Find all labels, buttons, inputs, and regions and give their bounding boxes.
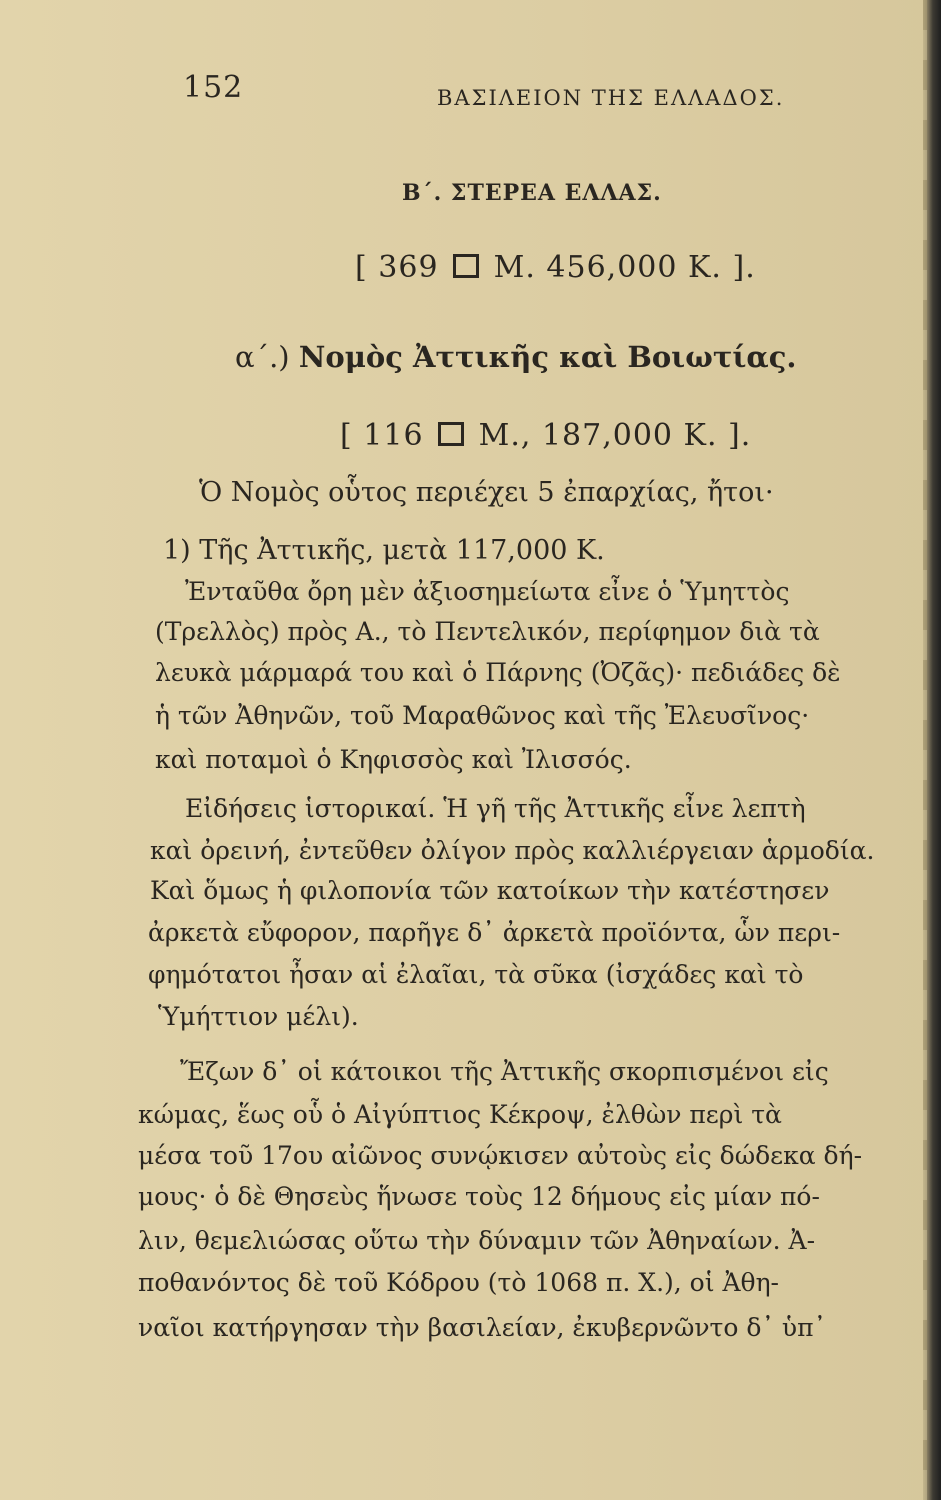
body-line: 1) Τῆς Ἀττικῆς, μετὰ 117,000 Κ.: [163, 535, 605, 566]
body-line: καὶ ποταμοὶ ὁ Κηφισσὸς καὶ Ἰλισσός.: [155, 745, 632, 774]
body-line: Ὑμήττιον μέλι).: [158, 1002, 359, 1031]
body-line: Ὁ Νομὸς οὗτος περιέχει 5 ἐπαρχίας, ἤτοι·: [199, 477, 774, 508]
body-line: (Τρελλὸς) πρὸς Α., τὸ Πεντελικόν, περίφημον διὰ τὰ: [155, 617, 820, 646]
bracket-open: [: [340, 418, 353, 453]
area-value: 369: [378, 250, 439, 285]
body-line: λιν, θεμελιώσας οὕτω τὴν δύναμιν τῶν Ἀθηναίων. Ἀ-: [138, 1226, 816, 1255]
page-number: 152: [183, 70, 244, 105]
subsection-name: Νομὸς Ἀττικῆς καὶ Βοιωτίας.: [298, 340, 797, 374]
body-line: κώμας, ἕως οὗ ὁ Αἰγύπτιος Κέκροψ, ἐλθὼν περὶ τὰ: [138, 1100, 782, 1129]
area-value: 116: [363, 418, 424, 453]
body-line: ποθανόντος δὲ τοῦ Κόδρου (τὸ 1068 π. Χ.), οἱ Ἀθη-: [138, 1268, 780, 1297]
body-line: μέσα τοῦ 17ου αἰῶνος συνῴκισεν αὐτοὺς εἰς δώδεκα δή-: [138, 1141, 863, 1170]
square-icon: [438, 422, 464, 446]
subsection-stats: [340, 418, 751, 453]
subsection-prefix: α΄.): [235, 340, 290, 374]
square-icon: [453, 254, 479, 278]
stats-rest: Μ. 456,000 Κ.: [493, 250, 722, 285]
running-head: ΒΑΣΙΛΕΙΟΝ ΤΗΣ ΕΛΛΑΔΟΣ.: [437, 86, 785, 110]
body-line: λευκὰ μάρμαρά του καὶ ὁ Πάρνης (Ὀζᾶς)· πεδιάδες δὲ: [155, 658, 841, 687]
body-line: μους· ὁ δὲ Θησεὺς ἥνωσε τοὺς 12 δήμους εἰς μίαν πό-: [138, 1182, 820, 1211]
body-line: ἡ τῶν Ἀθηνῶν, τοῦ Μαραθῶνος καὶ τῆς Ἐλευσῖνος·: [155, 701, 810, 730]
body-line: ἀρκετὰ εὔφορον, παρῆγε δ᾿ ἀρκετὰ προϊόντα, ὧν περι-: [148, 918, 841, 947]
body-line: καὶ ὀρεινή, ἐντεῦθεν ὀλίγον πρὸς καλλιέργειαν ἁρμοδία.: [150, 836, 875, 865]
body-line: ναῖοι κατήργησαν τὴν βασιλείαν, ἐκυβερνῶντο δ᾿ ὑπ᾿: [138, 1313, 827, 1342]
body-line: Ἐνταῦθα ὄρη μὲν ἀξιοσημείωτα εἶνε ὁ Ὑμηττὸς: [185, 577, 790, 606]
section-stats: [355, 250, 756, 285]
bracket-close: ].: [732, 250, 756, 285]
bracket-close: ].: [728, 418, 752, 453]
subsection-title: [235, 340, 796, 374]
body-line: Εἰδήσεις ἱστορικαί. Ἡ γῆ τῆς Ἀττικῆς εἶνε λεπτὴ: [185, 794, 806, 823]
stats-rest: Μ., 187,000 Κ.: [478, 418, 718, 453]
body-line: φημότατοι ἦσαν αἱ ἐλαῖαι, τὰ σῦκα (ἰσχάδες καὶ τὸ: [148, 960, 804, 989]
bracket-open: [: [355, 250, 368, 285]
page-edge-shadow: [923, 0, 927, 1500]
body-line: Καὶ ὅμως ἡ φιλοπονία τῶν κατοίκων τὴν κατέστησεν: [150, 876, 830, 905]
body-line: Ἔζων δ᾿ οἱ κάτοικοι τῆς Ἀττικῆς σκορπισμένοι εἰς: [180, 1057, 829, 1086]
section-title: Β΄. ΣΤΕΡΕΑ ΕΛΛΑΣ.: [402, 180, 662, 206]
